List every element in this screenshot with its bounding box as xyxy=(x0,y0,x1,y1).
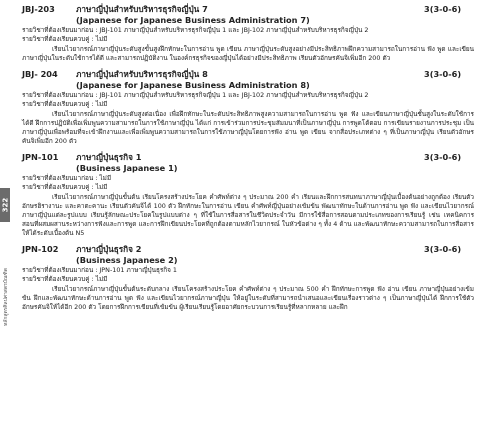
side-label: หลักสูตรศิลปศาสตรบัณฑิต xyxy=(3,268,9,326)
course-description: เรียนไวยากรณ์ภาษาญี่ปุ่นขั้นต้น เรียนโครงสร้างประโยค คำศัพท์ต่าง ๆ ประมาณ 200 คำ เรียนและฝึกการสนทนาภาษาญี่ปุ่นเบื้องต้นอย่างถูกต้อง เรียนตัวอักษรฮิรางานะ และคาตะคานะ เรียนตัวคันจิได้ 100 ตัว ฝึกทักษะในการอ่าน เขียน คำศัพท์ญี่ปุ่นอย่างเข้มข้น พัฒนาทักษะในด้านการอ่าน พูด ฟัง และเขียนไวยากรณ์ภาษาญี่ปุ่นแต่ละรูปแบบ เรียนรู้ลักษณะประโยคในรูปแบบต่าง ๆ ที่ใช้ในการสื่อสารในชีวิตประจำวัน มีการใช้สื่อการสอนตามประเภทของการเรียนรู้ เช่น เทคนิคการสอนที่ผสมผสานระหว่างการฟังและการพูด และการฝึกเขียนประโยคที่ถูกต้องตามหลักไวยากรณ์ ในหัวข้อต่าง ๆ ทั้ง 4 ด้าน และพัฒนาทักษะความสามารถในการสื่อสารให้ได้ระดับเบื้องต้น N5 xyxy=(22,193,474,237)
course-entry xyxy=(22,244,474,312)
course-code: JBJ-203 xyxy=(22,4,55,14)
course-corequisite: รายวิชาที่ต้องเรียนควบคู่ : ไม่มี xyxy=(22,275,108,283)
course-corequisite: รายวิชาที่ต้องเรียนควบคู่ : ไม่มี xyxy=(22,183,108,191)
course-title-en: (Business Japanese 1) xyxy=(76,163,178,173)
course-title-en: (Japanese for Japanese Business Administration 8) xyxy=(76,80,310,90)
course-credits: 3(3-0-6) xyxy=(424,4,462,14)
page-number-tab xyxy=(0,188,10,222)
course-title-th: ภาษาญี่ปุ่นธุรกิจ 1 xyxy=(76,152,142,162)
course-description: เรียนไวยากรณ์ภาษาญี่ปุ่นขั้นต้นระดับกลาง เรียนโครงสร้างประโยค คำศัพท์ต่าง ๆ ประมาณ 500 คำ ฝึกทักษะการพูด ฟัง อ่าน เขียน ภาษาญี่ปุ่นอย่างเข้มข้น ฝึกและพัฒนาทักษะด้านการอ่าน พูด ฟัง และเขียนไวยากรณ์ภาษาญี่ปุ่น ให้อยู่ในระดับที่สามารถนำเสนอและเขียนเรื่องราวต่าง ๆ เป็นภาษาญี่ปุ่นได้ ฝึกการใช้ตัวอักษรคันจิให้ได้อีก 200 ตัว โดยการฝึกการเขียนที่เข้มข้น ผู้เรียนเรียนรู้โดยอาศัยกระบวนการเรียนรู้ที่หลากหลาย และฝึก xyxy=(22,285,474,311)
course-credits: 3(3-0-6) xyxy=(424,244,462,254)
course-entry xyxy=(22,69,474,146)
course-title-th: ภาษาญี่ปุ่นสำหรับบริหารธุรกิจญี่ปุ่น 8 xyxy=(76,69,208,79)
course-header xyxy=(22,4,474,15)
course-corequisite: รายวิชาที่ต้องเรียนควบคู่ : ไม่มี xyxy=(22,35,108,43)
course-title-th: ภาษาญี่ปุ่นสำหรับบริหารธุรกิจญี่ปุ่น 7 xyxy=(76,4,208,14)
course-code: JPN-102 xyxy=(22,244,59,254)
course-header xyxy=(22,244,474,255)
course-prerequisite: รายวิชาที่ต้องเรียนมาก่อน : JBJ-101 ภาษาญี่ปุ่นสำหรับบริหารธุรกิจญี่ปุ่น 1 และ JBJ-102 ภาษาญี่ปุ่นสำหรับบริหารธุรกิจญี่ปุ่น 2 xyxy=(22,26,369,34)
course-prerequisite: รายวิชาที่ต้องเรียนมาก่อน : JBJ-101 ภาษาญี่ปุ่นสำหรับบริหารธุรกิจญี่ปุ่น 1 และ JBJ-102 ภาษาญี่ปุ่นสำหรับบริหารธุรกิจญี่ปุ่น 2 xyxy=(22,91,369,99)
course-header xyxy=(22,152,474,163)
page-number: 322 xyxy=(1,197,9,213)
course-prerequisite: รายวิชาที่ต้องเรียนมาก่อน : ไม่มี xyxy=(22,174,112,182)
course-title-en: (Business Japanese 2) xyxy=(76,255,178,265)
course-header xyxy=(22,69,474,80)
course-prerequisite: รายวิชาที่ต้องเรียนมาก่อน : JPN-101 ภาษาญี่ปุ่นธุรกิจ 1 xyxy=(22,266,177,274)
course-list xyxy=(22,4,474,318)
course-corequisite: รายวิชาที่ต้องเรียนควบคู่ : ไม่มี xyxy=(22,100,108,108)
course-title-th: ภาษาญี่ปุ่นธุรกิจ 2 xyxy=(76,244,142,254)
course-credits: 3(3-0-6) xyxy=(424,152,462,162)
course-description: เรียนไวยากรณ์ภาษาญี่ปุ่นระดับสูงขั้นสูงฝึกทักษะในการอ่าน พูด เขียน ภาษาญี่ปุ่นระดับสูงอย่างมีประสิทธิภาพฝึกความสามารถในการอ่าน ฟัง พูด และเขียนภาษาญี่ปุ่นในระดับใช้การได้ดี และสามารถปฏิบัติงาน ในองค์กรธุรกิจของญี่ปุ่นได้อย่างมีประสิทธิภาพ เรียนตัวอักษรคันจิเพิ่มอีก 200 ตัว xyxy=(22,45,474,62)
course-credits: 3(3-0-6) xyxy=(424,69,462,79)
course-code: JBJ- 204 xyxy=(22,69,58,79)
course-description: เรียนไวยากรณ์ภาษาญี่ปุ่นระดับสูงต่อเนื่อง เพื่อฝึกทักษะในระดับประสิทธิภาพสูงความสามารถในการอ่าน พูด ฟัง และเขียนภาษาญี่ปุ่นชั้นสูงในระดับใช้การได้ดี ฝึกการปฏิบัติเพื่อเพิ่มพูนความสามารถในการใช้ภาษาญี่ปุ่น ได้แก่ การเข้าร่วมการประชุมสัมมนาที่เป็นภาษาญี่ปุ่น การพูดโต้ตอบ การเขียนรายงานการประชุม เป็นภาษาญี่ปุ่นเพื่อพร้อมที่จะเข้าฝึกงานและเพื่อเพิ่มพูนความสามารถในการใช้ภาษาญี่ปุ่นโดยการฟัง อ่าน พูด เขียน จากสื่อประเภทต่าง ๆ ที่เป็นภาษาญี่ปุ่น เรียนตัวอักษรคันจิเพิ่มอีก 200 ตัว xyxy=(22,110,474,145)
course-code: JPN-101 xyxy=(22,152,59,162)
course-title-en: (Japanese for Japanese Business Administration 7) xyxy=(76,15,310,25)
course-entry xyxy=(22,152,474,238)
course-entry xyxy=(22,4,474,63)
